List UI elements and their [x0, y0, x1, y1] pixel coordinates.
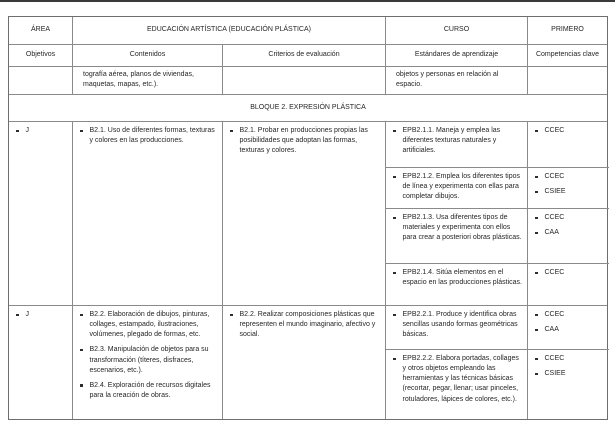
- objetivo-text: J: [25, 127, 29, 134]
- bullet-icon: [230, 130, 233, 133]
- subheader-objetivos-label: Objetivos: [25, 51, 56, 59]
- estandar-text: EPB2.1.1. Maneja y emplea las diferentes texturas naturales y artificiales.: [402, 127, 501, 155]
- list-item: [78, 126, 217, 146]
- bullet-icon: [535, 191, 538, 194]
- bullet-icon: [535, 176, 538, 179]
- header-subject-label: EDUCACIÓN ARTÍSTICA (EDUCACIÓN PLÁSTICA): [146, 26, 311, 34]
- list-item: [533, 369, 604, 379]
- objetivos-cell: [9, 306, 73, 419]
- estandar-text: EPB2.2.1. Produce y identifica obras sencillas usando formas geométricas básicas.: [402, 311, 518, 339]
- carryover-contenidos-text: tografía aérea, planos de viviendas, maquetas, mapas, etc.).: [83, 71, 194, 89]
- table-header-row: [9, 17, 607, 45]
- bullet-icon: [80, 349, 83, 352]
- header-primero-label: PRIMERO: [551, 26, 584, 34]
- subheader-estandares-label: Estándares de aprendizaje: [414, 51, 499, 59]
- competencias-cell: [528, 209, 609, 263]
- objetivos-list: [14, 126, 67, 136]
- contenido-text: B2.4. Exploración de recursos digitales para la creación de obras.: [89, 381, 211, 399]
- contenidos-list: [78, 310, 217, 401]
- estandar-cell: [386, 306, 528, 349]
- bullet-icon: [80, 384, 83, 387]
- carryover-row: [9, 67, 607, 95]
- contenidos-list: [78, 126, 217, 146]
- subheader-cell-objetivos: [9, 45, 73, 66]
- objetivos-list: [14, 310, 67, 320]
- block-banner-cell: [9, 95, 607, 121]
- contenidos-cell: [73, 122, 223, 305]
- subheader-criterios-label: Criterios de evaluación: [268, 51, 340, 59]
- header-cell-primero: [528, 17, 607, 44]
- competencia-code: CAA: [544, 229, 559, 237]
- list-item: [14, 126, 67, 136]
- list-item: [533, 228, 604, 238]
- estandar-cell: [386, 209, 528, 263]
- curriculum-table: [8, 16, 608, 420]
- carryover-estandares-cell: [386, 67, 528, 94]
- criterio-text: B2.1. Probar en producciones propias las posibilidades que adoptan las formas, texturas y colores.: [239, 127, 368, 155]
- list-item: [391, 213, 522, 243]
- bullet-icon: [535, 232, 538, 235]
- contenido-text: B2.1. Uso de diferentes formas, texturas y colores en las producciones.: [89, 127, 215, 145]
- estandar-subrow: [386, 168, 609, 209]
- bullet-icon: [535, 358, 538, 361]
- estandar-subrow: [386, 350, 609, 419]
- bullet-icon: [535, 217, 538, 220]
- list-item: [391, 126, 522, 156]
- estandares-group: [386, 122, 609, 305]
- bullet-icon: [80, 314, 83, 317]
- competencias-cell: [528, 168, 609, 208]
- header-cell-curso: [386, 17, 528, 44]
- estandar-cell: [386, 122, 528, 167]
- estandar-cell: [386, 350, 528, 419]
- bullet-icon: [16, 314, 19, 317]
- bullet-icon: [393, 176, 396, 179]
- competencia-code: CAA: [544, 326, 559, 334]
- subheader-cell-competencias: [528, 45, 607, 66]
- estandar-text: EPB2.1.4. Sitúa elementos en el espacio en las producciones plásticas.: [402, 269, 522, 287]
- estandar-text: EPB2.2.2. Elabora portadas, collages y otros objetos empleando las herramientas y las técnicas básicas (recortar, pegar, llenar; usar pinceles, rotuladores, lápices de colores, etc.).: [402, 355, 519, 403]
- list-item: [533, 213, 604, 223]
- estandar-subrow: [386, 209, 609, 264]
- bullet-icon: [80, 130, 83, 133]
- contenido-text: B2.2. Elaboración de dibujos, pinturas, collages, estampado, ilustraciones, volúmenes, plegado de formas, etc.: [89, 311, 210, 339]
- competencias-cell: [528, 122, 609, 167]
- header-cell-subject: [73, 17, 386, 44]
- bullet-icon: [535, 272, 538, 275]
- list-item: [533, 354, 604, 364]
- list-item: [391, 354, 522, 405]
- competencia-code: CCEC: [544, 214, 565, 221]
- page-top-rule: [0, 0, 615, 2]
- bullet-icon: [393, 358, 396, 361]
- subheader-cell-estandares: [386, 45, 528, 66]
- objetivo-text: J: [25, 311, 29, 318]
- header-area-label: ÁREA: [30, 26, 51, 34]
- objetivos-cell: [9, 122, 73, 305]
- carryover-competencias-cell: [528, 67, 607, 94]
- competencia-code: CCEC: [544, 127, 565, 134]
- carryover-objetivos-cell: [9, 67, 73, 94]
- criterios-list: [228, 126, 380, 156]
- criterios-cell: [223, 122, 386, 305]
- estandar-subrow: [386, 306, 609, 350]
- carryover-criterios-cell: [223, 67, 386, 94]
- bullet-icon: [393, 314, 396, 317]
- bullet-icon: [535, 373, 538, 376]
- competencia-code: CCEC: [544, 269, 565, 276]
- bullet-icon: [230, 314, 233, 317]
- subheader-cell-contenidos: [73, 45, 223, 66]
- list-item: [78, 381, 217, 401]
- list-item: [533, 172, 604, 182]
- list-item: [78, 310, 217, 340]
- criterio-text: B2.2. Realizar composiciones plásticas que representen el mundo imaginario, afectivo y social.: [239, 311, 376, 339]
- list-item: [533, 187, 604, 197]
- competencia-code: CCEC: [544, 311, 565, 318]
- list-item: [533, 126, 604, 136]
- competencias-cell: [528, 306, 609, 349]
- bullet-icon: [393, 130, 396, 133]
- estandar-cell: [386, 168, 528, 208]
- block-banner-row: [9, 95, 607, 122]
- table-row: [9, 306, 607, 419]
- table-subheader-row: [9, 45, 607, 67]
- competencia-code: CSIEE: [544, 188, 566, 196]
- header-curso-label: CURSO: [443, 26, 470, 34]
- header-cell-area: [9, 17, 73, 44]
- block-title: BLOQUE 2. EXPRESIÓN PLÁSTICA: [250, 103, 366, 111]
- estandar-subrow: [386, 264, 609, 305]
- list-item: [391, 172, 522, 202]
- estandar-subrow: [386, 122, 609, 168]
- estandar-text: EPB2.1.2. Emplea los diferentes tipos de línea y experimenta con ellas para completar dibujos.: [402, 173, 521, 201]
- contenido-text: B2.3. Manipulación de objetos para su transformación (títeres, disfraces, escenarios, etc.).: [89, 346, 209, 374]
- table-row: [9, 122, 607, 306]
- competencias-cell: [528, 264, 609, 305]
- competencias-cell: [528, 350, 609, 419]
- list-item: [228, 310, 380, 340]
- estandar-cell: [386, 264, 528, 305]
- criterios-cell: [223, 306, 386, 419]
- bullet-icon: [393, 217, 396, 220]
- bullet-icon: [535, 130, 538, 133]
- list-item: [533, 268, 604, 278]
- list-item: [228, 126, 380, 156]
- competencia-code: CSIEE: [544, 370, 566, 378]
- bullet-icon: [393, 272, 396, 275]
- estandar-text: EPB2.1.3. Usa diferentes tipos de materiales y experimenta con ellos para crear a posteriori obras plásticas.: [402, 214, 522, 242]
- list-item: [78, 345, 217, 375]
- estandares-group: [386, 306, 609, 419]
- list-item: [391, 268, 522, 288]
- criterios-list: [228, 310, 380, 340]
- subheader-cell-criterios: [223, 45, 386, 66]
- subheader-contenidos-label: Contenidos: [129, 51, 166, 59]
- carryover-estandares-text: objetos y personas en relación al espacio.: [396, 71, 499, 89]
- competencia-code: CCEC: [544, 355, 565, 362]
- carryover-contenidos-cell: [73, 67, 223, 94]
- bullet-icon: [16, 130, 19, 133]
- list-item: [533, 325, 604, 335]
- subheader-competencias-label: Competencias clave: [535, 51, 600, 59]
- bullet-icon: [535, 329, 538, 332]
- list-item: [533, 310, 604, 320]
- list-item: [391, 310, 522, 340]
- contenidos-cell: [73, 306, 223, 419]
- bullet-icon: [535, 314, 538, 317]
- competencia-code: CCEC: [544, 173, 565, 180]
- list-item: [14, 310, 67, 320]
